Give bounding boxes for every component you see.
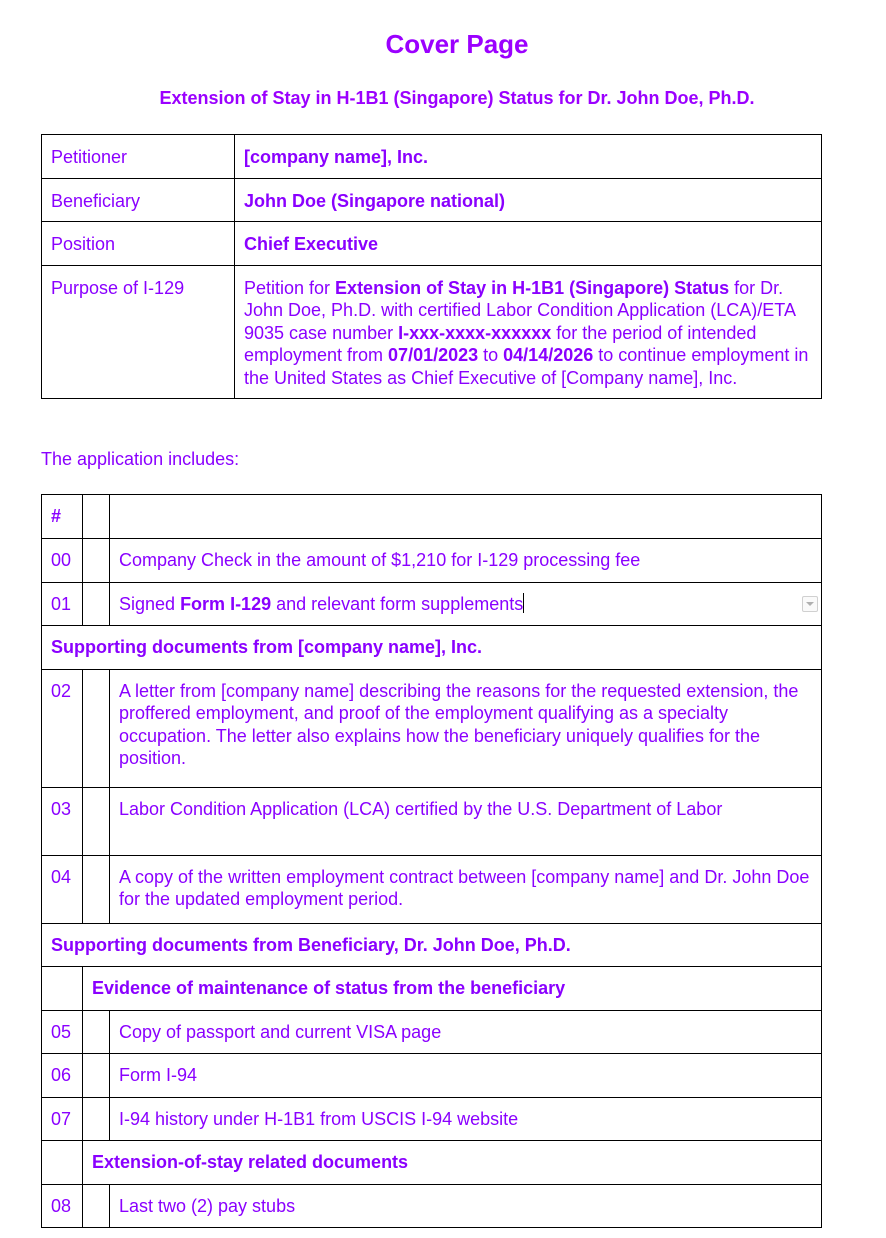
empty-cell <box>83 539 110 583</box>
row-number: 06 <box>42 1054 83 1098</box>
number-column-header: # <box>42 495 83 539</box>
row-text: Labor Condition Application (LCA) certified by the U.S. Department of Labor <box>110 787 822 855</box>
table-row <box>42 1184 822 1228</box>
table-row <box>42 1054 822 1098</box>
purpose-text: to continue employment in the United States as Chief Executive of [Company name], Inc. <box>244 345 809 388</box>
row-number: 01 <box>42 582 83 626</box>
purpose-value <box>235 265 822 399</box>
page-subtitle: Extension of Stay in H-1B1 (Singapore) Status for Dr. John Doe, Ph.D. <box>159 88 755 108</box>
row-text: A letter from [company name] describing the reasons for the requested extension, the proffered employment, and proof of the employment qualifying as a specialty occupation. The letter also explains how the beneficiary uniquely qualifies for the position. <box>110 669 822 787</box>
page-title: Cover Page <box>385 29 529 59</box>
row-text-part: and relevant form supplements <box>271 593 524 614</box>
case-number: I-xxx-xxxx-xxxxxx <box>398 322 552 343</box>
row-text-bold: Form I-129 <box>180 593 272 614</box>
table-row <box>42 669 822 787</box>
purpose-text: to <box>478 345 504 365</box>
table-row <box>42 1097 822 1141</box>
purpose-text: Petition for <box>244 277 336 298</box>
table-row <box>42 582 822 626</box>
section-header-row <box>42 923 822 967</box>
row-text: A copy of the written employment contract between [company name] and Dr. John Doe for the updated employment period. <box>110 855 822 923</box>
empty-cell <box>83 495 110 539</box>
beneficiary-value: John Doe (Singapore national) <box>235 178 822 222</box>
empty-cell <box>83 787 110 855</box>
position-label: Position <box>42 222 235 266</box>
row-number: 00 <box>42 539 83 583</box>
row-text-part: Signed <box>119 593 181 614</box>
subsection-heading: Evidence of maintenance of status from the beneficiary <box>83 967 822 1011</box>
document-list-table <box>41 494 822 1228</box>
empty-cell <box>83 855 110 923</box>
purpose-text: for the period of intended employment from <box>244 322 757 365</box>
row-text: Company Check in the amount of $1,210 for I-129 processing fee <box>110 539 822 583</box>
table-row <box>42 178 822 222</box>
subsection-header-row <box>42 1141 822 1185</box>
row-text: I-94 history under H-1B1 from USCIS I-94 website <box>110 1097 822 1141</box>
chevron-down-icon[interactable] <box>802 596 818 612</box>
purpose-label: Purpose of I-129 <box>42 265 235 399</box>
start-date: 07/01/2023 <box>388 345 479 365</box>
row-text: Form I-94 <box>110 1054 822 1098</box>
empty-cell <box>83 1054 110 1098</box>
empty-cell <box>83 582 110 626</box>
table-row <box>42 135 822 179</box>
section-header-row <box>42 626 822 670</box>
text-cursor <box>523 593 524 613</box>
row-number: 08 <box>42 1184 83 1228</box>
petitioner-label: Petitioner <box>42 135 235 179</box>
empty-cell <box>83 669 110 787</box>
end-date: 04/14/2026 <box>503 345 594 365</box>
table-row <box>42 855 822 923</box>
row-number: 04 <box>42 855 83 923</box>
row-number: 05 <box>42 1010 83 1054</box>
table-header-row <box>42 495 822 539</box>
empty-cell <box>83 1184 110 1228</box>
beneficiary-label: Beneficiary <box>42 178 235 222</box>
purpose-bold: Extension of Stay in H-1B1 (Singapore) Status <box>335 277 730 298</box>
subsection-header-row <box>42 967 822 1011</box>
row-text: Last two (2) pay stubs <box>110 1184 822 1228</box>
petitioner-value: [company name], Inc. <box>235 135 822 179</box>
table-row <box>42 787 822 855</box>
section-heading: Supporting documents from [company name], Inc. <box>42 626 822 670</box>
row-number: 07 <box>42 1097 83 1141</box>
petition-info-table <box>41 134 822 399</box>
table-row <box>42 222 822 266</box>
empty-cell <box>83 1010 110 1054</box>
table-row <box>42 539 822 583</box>
row-number: 02 <box>42 669 83 787</box>
empty-cell <box>42 1141 83 1185</box>
subsection-heading: Extension-of-stay related documents <box>83 1141 822 1185</box>
table-row <box>42 265 822 399</box>
row-number: 03 <box>42 787 83 855</box>
empty-cell <box>110 495 822 539</box>
empty-cell <box>42 967 83 1011</box>
section-heading: Supporting documents from Beneficiary, Dr. John Doe, Ph.D. <box>42 923 822 967</box>
position-value: Chief Executive <box>235 222 822 266</box>
purpose-text: for Dr. John Doe, Ph.D. with certified Labor Condition Application (LCA)/ETA 9035 case number <box>244 277 795 343</box>
table-row <box>42 1010 822 1054</box>
intro-text: The application includes: <box>41 449 240 469</box>
row-text-editing[interactable] <box>110 582 822 626</box>
empty-cell <box>83 1097 110 1141</box>
row-text: Copy of passport and current VISA page <box>110 1010 822 1054</box>
